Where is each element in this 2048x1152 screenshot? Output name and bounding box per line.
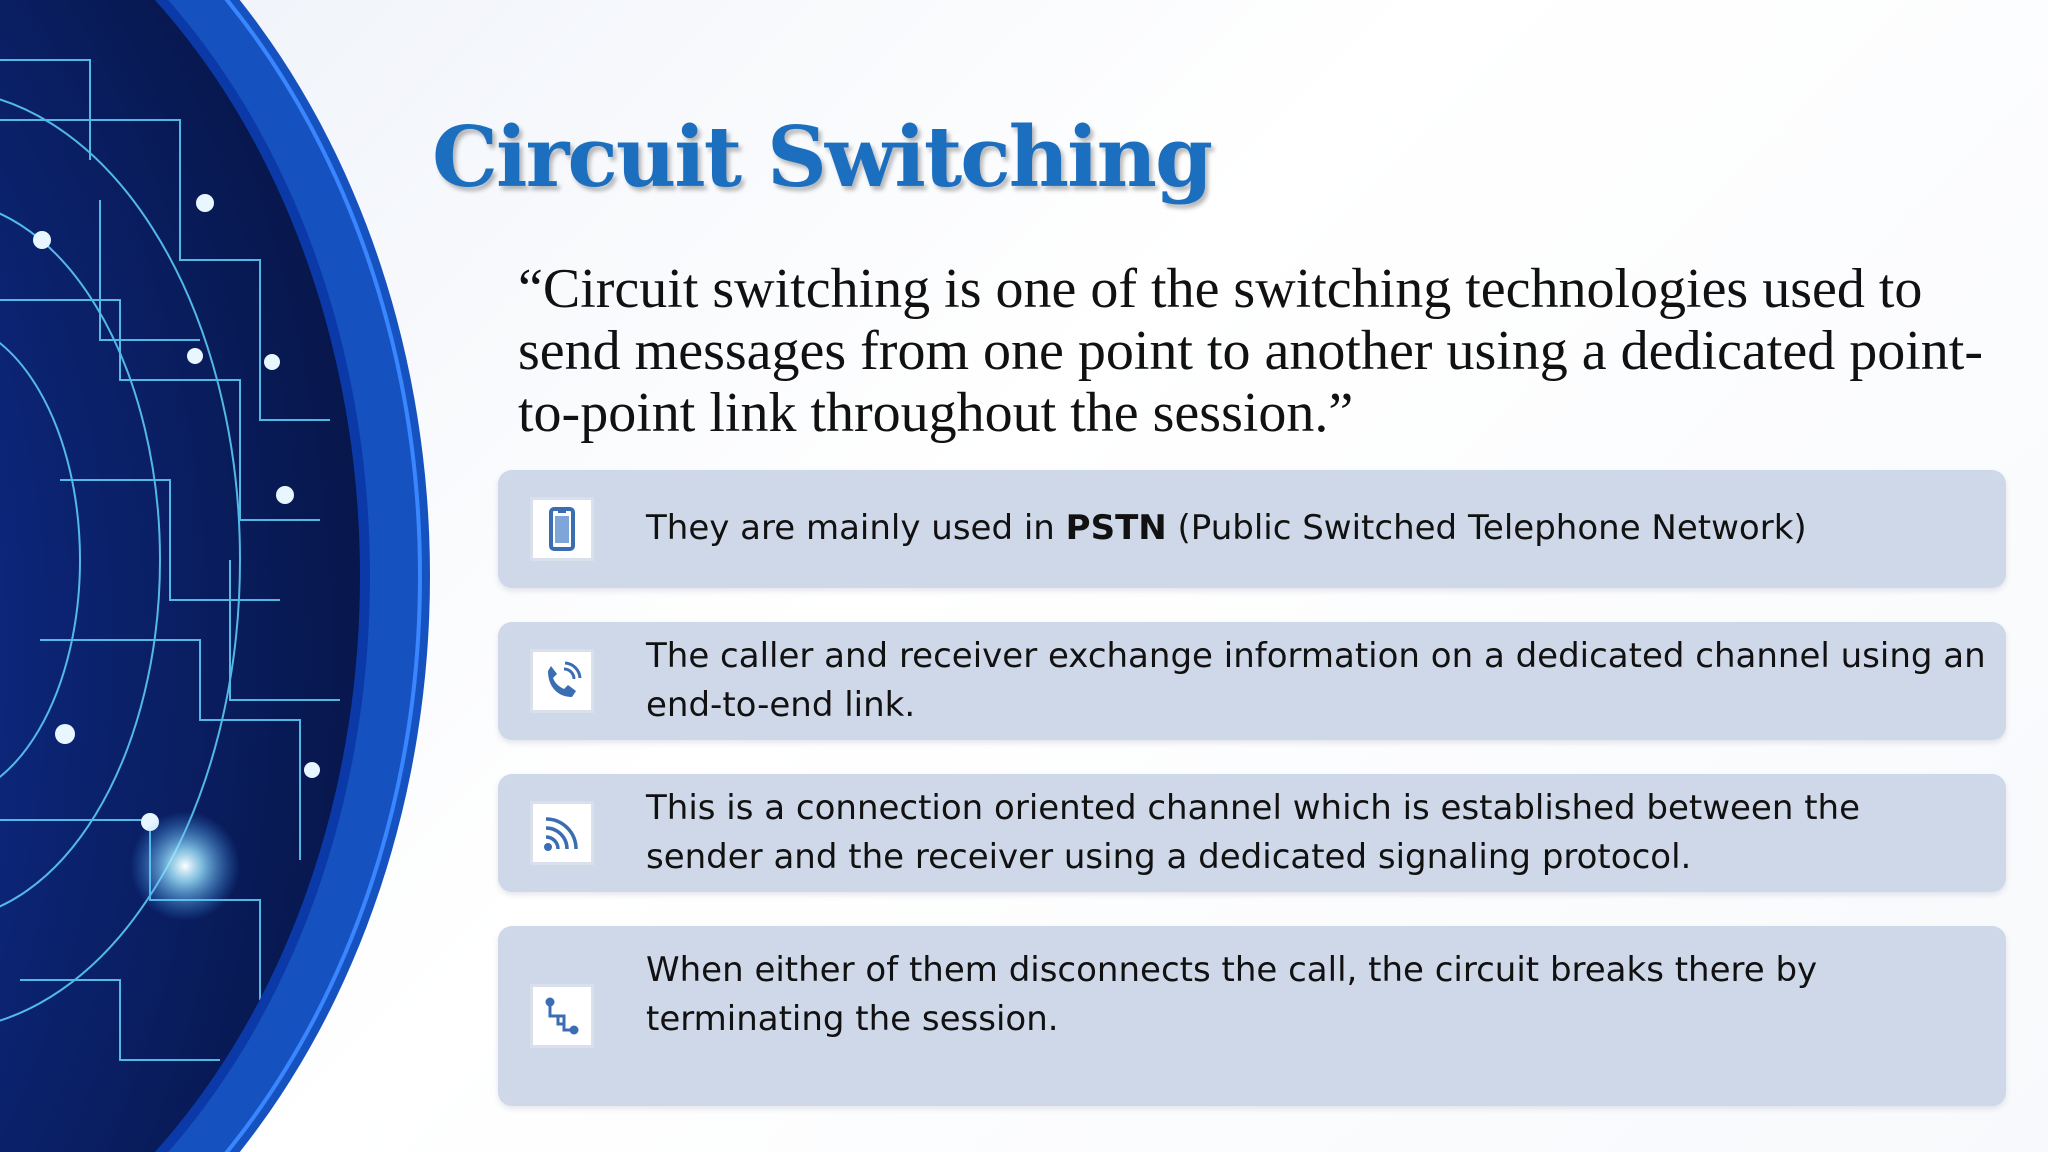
point-card-dedicated-channel	[498, 622, 2006, 740]
point-card-pstn	[498, 470, 2006, 588]
pstn-term: PSTN	[1065, 508, 1167, 548]
point-text: This is a connection oriented channel which is established between the sender and the receiver using a dedicated signaling protocol.	[646, 788, 1861, 877]
circuit-globe-image	[0, 0, 500, 1152]
hierarchy-connection-icon	[530, 984, 594, 1048]
point-text: They are mainly used in PSTN (Public Switched Telephone Network)	[646, 508, 1807, 548]
definition-quote: “Circuit switching is one of the switching technologies used to send messages from one point to another using a dedicated point-to-point link throughout the session.”	[518, 258, 1983, 444]
wireless-signal-icon	[530, 801, 594, 865]
point-text: When either of them disconnects the call, the circuit breaks there by terminating the session.	[646, 950, 1818, 1039]
point-card-connection-oriented	[498, 774, 2006, 892]
point-card-disconnect	[498, 926, 2006, 1106]
point-text: The caller and receiver exchange information on a dedicated channel using an end-to-end link.	[646, 636, 1986, 725]
mobile-phone-icon	[530, 497, 594, 561]
slide-title: Circuit Switching	[432, 108, 1212, 206]
phone-call-icon	[530, 649, 594, 713]
